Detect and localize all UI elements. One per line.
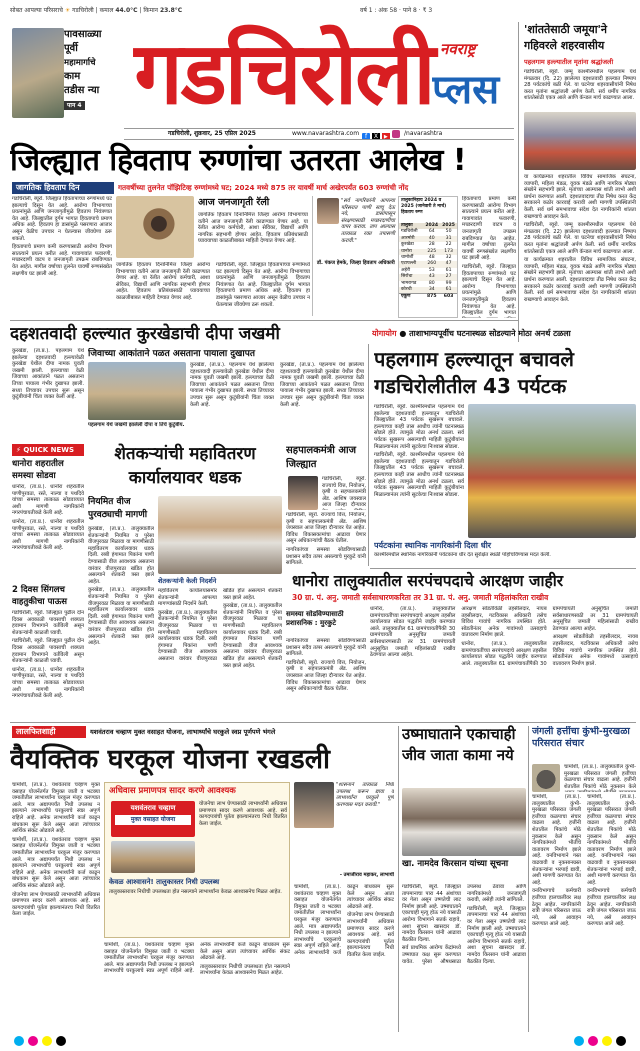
gharkul-box-body: योजनेचा लाभ घेण्यासाठी लाभार्थ्यांनी अधिवास प्रमाणपत्र सादर करणे आवश्यक आहे. सर्व कागदपत्रांची पूर्तता झाल्यानंतरच निधी वितरित केला जाईल. <box>199 801 287 827</box>
mahavitaran-subhead: नियमित वीज पुरवठ्याची मागणी <box>88 497 148 520</box>
sarpanch-body: धानोरा, (ता.प्र.). तालुक्यातील ग्रामपंचायतींच्या सरपंचपदाचे आरक्षण तहसील कार्यालयात सोडत पद्धतीने जाहीर करण्यात आले. तालुक्यातील 61 ग्रामपंचायतींपैकी 30 ग्रामपंचायती अनुसूचित जमाती सर्वसाधारणसाठी तर 31 ग्रामपंचायती अनुसूचित जमाती महिलांसाठी राखीव ठेवण्यात आल्या आहेत. आरक्षण सोडतीवेळी तहसीलदार, नायब तहसीलदार, गटविकास अधिकारी तसेच विविध गावांचे नागरिक उपस्थित होते. सोडतीनंतर अनेक गावांमध्ये उत्साहाचे वातावरण निर्माण झाले. धानोरा, (ता.प्र.). तालुक्यातील ग्रामपंचायतींच्या सरपंचपदाचे आरक्षण तहसील कार्यालयात सोडत पद्धतीने जाहीर करण्यात आले. तालुक्यातील 61 ग्रामपंचायतींपैकी 30 ग्रामपंचायती अनुसूचित जमाती सर्वसाधारणसाठी तर 31 ग्रामपंचायती अनुसूचित जमाती महिलांसाठी राखीव ठेवण्यात आल्या आहेत. आरक्षण सोडतीवेळी तहसीलदार, नायब तहसीलदार, गटविकास अधिकारी तसेच विविध गावांचे नागरिक उपस्थित होते. सोडतीनंतर अनेक गावांमध्ये उत्साहाचे वातावरण निर्माण झाले. <box>370 606 638 667</box>
dateline-bar <box>124 128 514 140</box>
brand-top: नवराष्ट्र <box>440 40 476 58</box>
quick-news-label: ⚡ QUICK NEWS <box>12 444 84 456</box>
right-body-2: या कार्यक्रमात शहरातील विविध सामाजिक संघटना, व्यापारी, महिला मंडळ, युवक मंडळे आणि नागरिक मोठ्या संख्येने सहभागी झाले. मृतांच्या आत्म्यास शांती लाभो अशी प्रार्थना करण्यात आली. दहशतवादाचा तीव्र निषेध करत केंद्र सरकारने कठोर कारवाई करावी अशी मागणी उपस्थितांनी केली. सर्व धर्म समभावाचा संदेश देत नागरिकांनी शांतता राखण्याचे आवाहन केले. गडचिरोली, ब्यूरो. जम्मू काश्मीरमधील पहलगाम येथे मंगळवार (दि. 22) झालेल्या दहशतवादी हल्ल्यात निष्पाप 28 पर्यटकांचे बळी गेले. या घटनेचा शहरवासीयांनी निषेध करत मृतांना श्रद्धांजली अर्पण केली. सर्व धर्मीय नागरिक शांततेसाठी एकत्र आले आणि कॅन्डल मार्च काढण्यात आला. या कार्यक्रमात शहरातील विविध सामाजिक संघटना, व्यापारी, महिला मंडळ, युवक मंडळे आणि नागरिक मोठ्या संख्येने सहभागी झाले. मृतांच्या आत्म्यास शांती लाभो अशी प्रार्थना करण्यात आली. दहशतवादाचा तीव्र निषेध करत केंद्र सरकारने कठोर कारवाई करावी अशी मागणी उपस्थितांनी केली. सर्व धर्म समभावाचा संदेश देत नागरिकांनी शांतता राखण्याचे आवाहन केले. <box>524 174 636 303</box>
elephant-photo <box>532 764 560 792</box>
registration-mark <box>14 1036 24 1046</box>
pahalgam-headline: पहलगाम हल्ल्यातून बचावले गडचिरोलीतील 43 पर्यटक <box>374 347 574 398</box>
lead-headline: जिल्ह्यात हिवताप रुग्णांचा उतरता आलेख ! <box>10 143 467 178</box>
weather-label: सोबत आपल्या परिसराचे <box>10 7 63 14</box>
quick-item2-body: गडचिरोली, ब्यूरो. जिल्ह्यात पुढील दोन दिवस अवकाळी पावसाची शक्यता हवामान विभागाने वर्तविली असून शेतकऱ्यांनी काळजी घ्यावी. गडचिरोली, ब्यूरो. जिल्ह्यात पुढील दोन दिवस अवकाळी पावसाची शक्यता हवामान विभागाने वर्तविली असून शेतकऱ्यांनी काळजी घ्यावी. धानोरा, (ता.प्र.). धानोरा शहरातील पाणीपुरवठा, रस्ते, नाल्या व पथदिवे यांच्या समस्या तात्काळ सोडवाव्यात अशी मागणी नागरिकांनी नगरपंचायतीकडे केली आहे. <box>12 610 84 700</box>
yogayog-tag: योगायोग ● ताशाभाग्यपूर्वीच घटनास्थळ सोडल्याने मोठा अनर्थ टळला <box>372 329 571 338</box>
lead-quote-box <box>312 196 396 316</box>
registration-mark <box>574 1036 584 1046</box>
registration-mark <box>588 1036 598 1046</box>
brand-bottom: प्लस <box>432 67 500 113</box>
x-icon[interactable]: X <box>373 133 378 140</box>
terror-body-2: कुरखेडा, (ता.प्र.). पहलगाम येथे झालेल्या दहशतवादी हल्ल्यावेळी कुरखेडा येथील दीपा नामक युवती जखमी झाली. हल्ल्याच्या वेळी जिवाच्या आकांताने पळत असताना तिच्या पायाला गंभीर दुखापत झाली. सध्या तिच्यावर उपचार सुरू असून कुटुंबीयांनी चिंता व्यक्त केली आहे. कुरखेडा, (ता.प्र.). पहलगाम येथे झालेल्या दहशतवादी हल्ल्यावेळी कुरखेडा येथील दीपा नामक युवती जखमी झाली. हल्ल्याच्या वेळी जिवाच्या आकांताने पळत असताना तिच्या पायाला गंभीर दुखापत झाली. सध्या तिच्यावर उपचार सुरू असून कुटुंबीयांनी चिंता व्यक्त केली आहे. <box>190 362 364 408</box>
mahavitaran-caption: शेतकऱ्यांनी केली निदर्शने <box>158 577 217 585</box>
registration-mark <box>42 1036 52 1046</box>
gharkul-quote: "शासनाने तात्काळ निधी उपलब्ध करून द्यावा व लाभार्थ्यांना घरकुले पूर्ण करण्यास मदत करावी." <box>336 782 394 808</box>
quick-item1-body: धानोरा, (ता.प्र.). धानोरा शहरातील पाणीपुरवठा, रस्ते, नाल्या व पथदिवे यांच्या समस्या तात्काळ सोडवाव्यात अशी मागणी नागरिकांनी नगरपंचायतीकडे केली आहे. धानोरा, (ता.प्र.). धानोरा शहरातील पाणीपुरवठा, रस्ते, नाल्या व पथदिवे यांच्या समस्या तात्काळ सोडवाव्यात अशी मागणी नागरिकांनी नगरपंचायतीकडे केली आहे. <box>12 484 84 552</box>
minister-photo <box>288 476 318 510</box>
website[interactable]: www.navarashtra.com <box>292 130 360 137</box>
sarpanch-top-rule <box>370 568 636 569</box>
right-headline: गहिवरले शहरवासीय <box>524 39 605 52</box>
terror-caption: पहलगाम येथे जखमी झालेली दीपा व तिचे कुटुंबीय. <box>88 422 185 428</box>
table-row: कुरखेडा 28 22 <box>401 242 452 248</box>
masthead-promo-photo <box>12 28 64 118</box>
mahavitaran-body-2: महावितरण कार्यालयासमोर शेतकऱ्यांनी आपल्या मागण्यांसाठी निदर्शने केली. कुरखेडा, (ता.प्र.). तालुक्यातील शेतकऱ्यांनी नियमित व पुरेसा वीजपुरवठा मिळावा या मागणीसाठी महावितरण कार्यालयावर धडक दिली. रब्बी हंगामात पिकांना पाणी देण्यासाठी वीज आवश्यक असताना वारंवार वीजपुरवठा खंडित होत असल्याने शेतकरी त्रस्त झाले आहेत. कुरखेडा, (ता.प्र.). तालुक्यातील शेतकऱ्यांनी नियमित व पुरेसा वीजपुरवठा मिळावा या मागणीसाठी महावितरण कार्यालयावर धडक दिली. रब्बी हंगामात पिकांना पाणी देण्यासाठी वीज आवश्यक असताना वारंवार वीजपुरवठा खंडित होत असल्याने शेतकरी त्रस्त झाले आहेत. <box>158 588 282 669</box>
lead-bottom-rule <box>10 320 518 321</box>
registration-mark <box>602 1036 612 1046</box>
lead-side-body: हिवतापाचे प्रमाण कमी करण्यासाठी आरोग्य विभाग सातत्याने प्रयत्न करीत आहे. गावागावांत फवारणी, मच्छरदाणी वाटप व जनजागृती उपक्रम राबविण्यात येत आहेत. मागील वर्षाच्या तुलनेत यावर्षी रुग्णसंख्येत लक्षणीय घट झाली आहे. गडचिरोली, ब्यूरो. जिल्ह्यात हिवतापाच्या रुग्णांमध्ये घट झाल्याचे दिसून येत आहे. आरोग्य विभागाच्या प्रयत्नांमुळे आणि जनजागृतीमुळे हिवताप नियंत्रणात येत आहे. जिल्ह्यातील दुर्गम भागात <box>462 196 516 317</box>
issue-info: वर्ष 1 : अंक 58 · पाने 8 · ₹ 3 <box>360 7 433 14</box>
elephant-body-2: चामोर्शी, (ता.प्र.). तालुक्यातील कुंभी-मुरखळा परिसरात जंगली हत्तींच्या कळपाचा संचार वाढला आहे. हत्तींनी शेतातील पिकांचे मोठे नुकसान केले असून नागरिकांमध्ये भीतीचे वातावरण निर्माण झाले आहे. वनविभागाने गस्त वाढवावी व नुकसानग्रस्त शेतकऱ्यांना भरपाई द्यावी, अशी मागणी करण्यात येत आहे. वनविभागाचे कर्मचारी हत्तींच्या हालचालींवर लक्ष ठेवून आहेत. नागरिकांनी रात्री जंगल परिसरात जाऊ नये, असे आवाहन करण्यात आले आहे. चामोर्शी, (ता.प्र.). तालुक्यातील कुंभी-मुरखळा परिसरात जंगली हत्तींच्या कळपाचा संचार वाढला आहे. हत्तींनी शेतातील पिकांचे मोठे नुकसान केले असून नागरिकांमध्ये भीतीचे वातावरण निर्माण झाले आहे. वनविभागाने गस्त वाढवावी व नुकसानग्रस्त शेतकऱ्यांना भरपाई द्यावी, अशी मागणी करण्यात येत आहे. वनविभागाचे कर्मचारी हत्तींच्या हालचालींवर लक्ष ठेवून आहेत. नागरिकांनी रात्री जंगल परिसरात जाऊ नये, असे आवाहन करण्यात आले आहे. <box>532 794 636 928</box>
heat-divider <box>398 726 399 1032</box>
min-temp: 23.8°C <box>159 7 183 14</box>
table-row: गडचिरोली 64 50 <box>401 229 452 235</box>
gharkul-body: चामोर्शी, (ता.प्र.). यशवंतराव चव्हाण मुक्त वसाहत योजनेंतर्गत विमुक्त जाती व भटक्या जमातीतील लाभार्थ्यांना घरकुल मंजूर करण्यात आले. मात्र अद्यापपर्यंत निधी उपलब्ध न झाल्याने लाभार्थ्यांचे घरकुलाचे स्वप्न अपूर्ण राहिले आहे. अनेक लाभार्थ्यांनी कर्ज काढून बांधकाम सुरू केले असून आता त्यांच्यावर आर्थिक संकट ओढवले आहे. चामोर्शी, (ता.प्र.). यशवंतराव चव्हाण मुक्त वसाहत योजनेंतर्गत विमुक्त जाती व भटक्या जमातीतील लाभार्थ्यांना घरकुल मंजूर करण्यात आले. मात्र अद्यापपर्यंत निधी उपलब्ध न झाल्याने लाभार्थ्यांचे घरकुलाचे स्वप्न अपूर्ण राहिले आहे. अनेक लाभार्थ्यांनी कर्ज काढून बांधकाम सुरू केले असून आता त्यांच्यावर आर्थिक संकट ओढवले आहे. योजनेचा लाभ घेण्यासाठी लाभार्थ्यांनी अधिवास प्रमाणपत्र सादर करणे आवश्यक आहे. सर्व कागदपत्रांची पूर्तता झाल्यानंतरच निधी वितरित केला जाईल. <box>12 782 100 918</box>
pahalgam-caption: पर्यटकांना स्थानिक नागरिकांनी दिला धीर <box>374 541 492 550</box>
instagram-icon[interactable] <box>392 130 400 138</box>
gharkul-kicker: लालफितशाही <box>12 726 86 738</box>
terror-body: कुरखेडा, (ता.प्र.). पहलगाम येथे झालेल्या दहशतवादी हल्ल्यावेळी कुरखेडा येथील दीपा नामक युवती जखमी झाली. हल्ल्याच्या वेळी जिवाच्या आकांताने पळत असताना तिच्या पायाला गंभीर दुखापत झाली. सध्या तिच्यावर उपचार सुरू असून कुटुंबीयांनी चिंता व्यक्त केली आहे. <box>12 348 84 401</box>
minister-subhead: समस्या सोडविण्यासाठी प्रशासनिक : मुरकुटे <box>286 610 344 627</box>
right-top-photo <box>524 112 636 170</box>
malaria-table-box <box>398 196 458 318</box>
pahalgam-body: गडचिरोली, ब्यूरो. काश्मीरमधील पहलगाम येथे झालेल्या दहशतवादी हल्ल्यातून गडचिरोली जिल्ह्यातील 43 पर्यटक सुखरूप बचावले. हल्ल्याच्या काही तास आधीच त्यांनी घटनास्थळ सोडले होते. त्यामुळे मोठा अनर्थ टळला. सर्व पर्यटक सुखरूप असल्याची माहिती कुटुंबीयांना मिळाल्यानंतर त्यांनी सुटकेचा निःश्वास सोडला. गडचिरोली, ब्यूरो. काश्मीरमधील पहलगाम येथे झालेल्या दहशतवादी हल्ल्यातून गडचिरोली जिल्ह्यातील 43 पर्यटक सुखरूप बचावले. हल्ल्याच्या काही तास आधीच त्यांनी घटनास्थळ सोडले होते. त्यामुळे मोठा अनर्थ टळला. सर्व पर्यटक सुखरूप असल्याची माहिती कुटुंबीयांना मिळाल्यानंतर त्यांनी सुटकेचा निःश्वास सोडला. <box>374 404 464 498</box>
table-row: सिरोंचा 43 27 <box>399 274 457 280</box>
officer-photo <box>317 198 339 224</box>
masthead-promo: पावसाळ्या पूर्वी महामार्गाचे काम तडीस न्या पान 4 <box>64 29 102 109</box>
gharkul-quote-by: - उमाजीराव महाकर, लाभार्थी <box>339 872 394 878</box>
table-row: भामरागड 80 99 <box>401 280 452 286</box>
right-column-divider <box>518 22 519 342</box>
gharkul-kicker2: यशवंतराव चव्हाण मुक्त वसाहत योजना, लाभार्थ्यांचे घरकुले स्वप्न पूर्णपणे भंगले <box>90 728 276 736</box>
minister-body-2: गडचिरोली, ब्यूरो. राज्याचे वित्त, नियोजन, कृषी व सहपालकमंत्री ॲड. आशिष जयस्वाल आज जिल्हा दौऱ्यावर येत आहेत. विविध विकासकामांचा आढावा घेणार असून अधिकाऱ्यांची बैठक घेतील. नागरिकांच्या समस्या सोडविण्यासाठी प्रशासन सदैव तत्पर असल्याचे मुरकुटे यांनी सांगितले. <box>286 512 366 567</box>
table-header-row: तालुका 2024 2025 <box>399 223 457 229</box>
beneficiary-photo <box>294 782 334 828</box>
right-kicker: 'शांततेसाठी जमूया'ने <box>524 23 608 36</box>
sarpanch-strap: 30 ग्रा. पं. अनु. जमाती सर्वसाधारणकरिता तर 31 ग्रा. पं. अनु. जमाती महिलांकरिता राखीव <box>292 593 549 602</box>
registration-mark <box>616 1036 626 1046</box>
youtube-icon[interactable]: ▶ <box>382 133 390 140</box>
bottom-section-rule <box>10 722 636 723</box>
house-photo <box>111 841 195 873</box>
gharkul-body-3: चामोर्शी, (ता.प्र.). यशवंतराव चव्हाण मुक्त वसाहत योजनेंतर्गत विमुक्त जाती व भटक्या जमातीतील लाभार्थ्यांना घरकुल मंजूर करण्यात आले. मात्र अद्यापपर्यंत निधी उपलब्ध न झाल्याने लाभार्थ्यांचे घरकुलाचे स्वप्न अपूर्ण राहिले आहे. अनेक लाभार्थ्यांनी कर्ज काढून बांधकाम सुरू केले असून आता त्यांच्यावर आर्थिक संकट ओढवले आहे. योजनेचा लाभ घेण्यासाठी लाभार्थ्यांनी अधिवास प्रमाणपत्र सादर करणे आवश्यक आहे. सर्व कागदपत्रांची पूर्तता झाल्यानंतरच निधी वितरित केला जाईल. <box>294 884 394 958</box>
mosquito-photo <box>116 196 194 258</box>
table-row: एटापल्ली 260 47 <box>399 261 457 267</box>
dateline: गडचिरोली, शुक्रवार, 25 एप्रिल 2025 <box>168 130 256 137</box>
mid-column-divider <box>368 344 369 566</box>
masthead-title: गडचिरोली <box>134 23 434 124</box>
terror-subhead: जिवाच्या आकांताने पळत असताना पायाला दुखापत <box>88 349 255 359</box>
mahavitaran-body: कुरखेडा, (ता.प्र.). तालुक्यातील शेतकऱ्यांनी नियमित व पुरेसा वीजपुरवठा मिळावा या मागणीसाठी महावितरण कार्यालयावर धडक दिली. रब्बी हंगामात पिकांना पाणी देण्यासाठी वीज आवश्यक असताना वारंवार वीजपुरवठा खंडित होत असल्याने शेतकरी त्रस्त झाले आहेत. कुरखेडा, (ता.प्र.). तालुक्यातील शेतकऱ्यांनी नियमित व पुरेसा वीजपुरवठा मिळावा या मागणीसाठी महावितरण कार्यालयावर धडक दिली. रब्बी हंगामात पिकांना पाणी देण्यासाठी वीज आवश्यक असताना वारंवार वीजपुरवठा खंडित होत असल्याने शेतकरी त्रस्त झाले आहेत. <box>88 526 154 647</box>
price-label: ₹ 3 <box>422 7 433 14</box>
pahalgam-caption-sub: काश्मीरमधील स्थानिक नागरिकांनी पर्यटकांना धीर देत सुरक्षित स्थळी पोहोचविण्यास मदत केली. <box>374 552 551 558</box>
gharkul-box-sub-body: तालुकास्तरावर निधीची उपलब्धता होत नसल्याने लाभार्थ्यांना केवळ आश्वासनेच मिळत आहेत. <box>109 889 282 895</box>
heat-photo-caption: खा. नामदेव किरसान यांच्या सूचना <box>402 859 509 869</box>
lead-strap: गतवर्षीच्या तुलनेत पॉझिटिव्ह रुग्णांमध्ये घट; 2024 मध्ये 875 तर यावर्षी मार्च अखेरपर्यंत 603 रुग्णांची नोंद <box>118 183 409 192</box>
table-row: कोरची 34 61 <box>399 287 457 294</box>
heat-body: गडचिरोली, ब्यूरो. जिल्ह्यात तापमानाचा पारा 44 अंशांच्या वर गेला असून उष्णतेची लाट निर्माण झाली आहे. उष्माघाताने एकाचाही मृत्यू होऊ नये यासाठी आरोग्य विभागाने सतर्क राहावे, अशा सूचना खासदार डॉ. नामदेव किरसान यांनी आढावा बैठकीत दिल्या. सर्व प्राथमिक आरोग्य केंद्रांमध्ये उष्माघात कक्ष सुरू करण्यात यावेत. पुरेसा औषधसाठा उपलब्ध ठेवावा आणि नागरिकांमध्ये जनजागृती करावी, असेही त्यांनी सांगितले. गडचिरोली, ब्यूरो. जिल्ह्यात तापमानाचा पारा 44 अंशांच्या वर गेला असून उष्णतेची लाट निर्माण झाली आहे. उष्माघाताने एकाचाही मृत्यू होऊ नये यासाठी आरोग्य विभागाने सतर्क राहावे, अशा सूचना खासदार डॉ. नामदेव किरसान यांनी आढावा बैठकीत दिल्या. <box>402 884 526 965</box>
mahavitaran-photo <box>158 496 282 574</box>
quick-item2-head: 2 दिवस सिंगलच वाहतुकीचा पाऊस <box>12 585 68 607</box>
lead-lower-body: जागतिक हिवताप दिनानिमित्त जिल्हा आरोग्य विभागाच्या वतीने आज जनजागृती रॅली काढण्यात येणार आहे. या रॅलीत आरोग्य कर्मचारी, आशा सेविका, विद्यार्थी आणि नागरिक सहभागी होणार आहेत. हिवताप प्रतिबंधासाठी घ्यावयाच्या काळजीबाबत माहिती देण्यात येणार आहे. गडचिरोली, ब्यूरो. जिल्ह्यात हिवतापाच्या रुग्णांमध्ये घट झाल्याचे दिसून येत आहे. आरोग्य विभागाच्या प्रयत्नांमुळे आणि जनजागृतीमुळे हिवताप नियंत्रणात येत आहे. जिल्ह्यातील दुर्गम भागात हिवतापाचे प्रमाण अधिक आहे. हिवताप हा डासांमुळे पसरणारा आजार असून वेळीच उपचार न घेतल्यास जीवघेणा ठरू शकतो. <box>116 262 310 308</box>
lead-body: गडचिरोली, ब्यूरो. जिल्ह्यात हिवतापाच्या रुग्णांमध्ये घट झाल्याचे दिसून येत आहे. आरोग्य विभागाच्या प्रयत्नांमुळे आणि जनजागृतीमुळे हिवताप नियंत्रणात येत आहे. जिल्ह्यातील दुर्गम भागात हिवतापाचे प्रमाण अधिक आहे. हिवताप हा डासांमुळे पसरणारा आजार असून वेळीच उपचार न घेतल्यास जीवघेणा ठरू शकतो. हिवतापाचे प्रमाण कमी करण्यासाठी आरोग्य विभाग सातत्याने प्रयत्न करीत आहे. गावागावांत फवारणी, मच्छरदाणी वाटप व जनजागृती उपक्रम राबविण्यात येत आहेत. मागील वर्षाच्या तुलनेत यावर्षी रुग्णसंख्येत लक्षणीय घट झाली आहे. <box>12 196 112 277</box>
lead-sub-body: जागतिक हिवताप दिनानिमित्त जिल्हा आरोग्य विभागाच्या वतीने आज जनजागृती रॅली काढण्यात येणार आहे. या रॅलीत आरोग्य कर्मचारी, आशा सेविका, विद्यार्थी आणि नागरिक सहभागी होणार आहेत. हिवताप प्रतिबंधासाठी घ्यावयाच्या काळजीबाबत माहिती देण्यात येणार आहे. <box>198 212 308 245</box>
registration-mark <box>56 1036 66 1046</box>
table-row: अहेरी 53 61 <box>401 267 452 273</box>
malaria-table-body <box>399 229 457 294</box>
gharkul-headline: वैयक्तिक घरकूल योजना रखडली <box>10 744 331 775</box>
volume-label: वर्ष 1 : अंक 58 <box>360 7 398 14</box>
weather-strip: सोबत आपल्या परिसराचे ☀ गडचिरोली | कमाल 44.0°C | किमान 23.8°C <box>10 7 183 14</box>
gharkul-box-sub: केवळ आश्वासने! तालुकास्तर निधी उपलब्ध <box>109 878 220 886</box>
bolt-icon: ⚡ <box>16 446 21 454</box>
sun-icon: ☀ <box>64 7 71 14</box>
social-icons <box>362 130 400 138</box>
minister-sub-body: नागरिकांच्या समस्या सोडविण्यासाठी प्रशासन सदैव तत्पर असल्याचे मुरकुटे यांनी सांगितले. गडचिरोली, ब्यूरो. राज्याचे वित्त, नियोजन, कृषी व सहपालकमंत्री ॲड. आशिष जयस्वाल आज जिल्हा दौऱ्यावर येत आहेत. विविध विकासकामांचा आढावा घेणार असून अधिकाऱ्यांची बैठक घेतील. <box>286 638 366 693</box>
elephant-body: चामोर्शी, (ता.प्र.). तालुक्यातील कुंभी-मुरखळा परिसरात जंगली हत्तींच्या कळपाचा संचार वाढला आहे. हत्तींनी शेतातील पिकांचे मोठे नुकसान केले <box>564 764 636 790</box>
table-total-row: एकूण 875 603 <box>399 294 457 301</box>
lead-quote: "सर्व नागरिकांनी आपल्या परिसरात पाणी साचू देऊ नये, डासांपासून संरक्षणासाठी मच्छरदाणीचा वापर करावा. ताप आल्यास तात्काळ रक्त तपासणी करावी." <box>341 198 395 244</box>
social-handle[interactable]: /navarashtra <box>404 130 443 137</box>
terror-photo <box>88 362 186 420</box>
yojana-logo: यशवंतराव चव्हाण मुक्त वसाहत योजना <box>111 801 195 837</box>
terror-headline: दहशतवादी हल्ल्यात कुरखेडाची दीपा जखमी <box>10 324 280 344</box>
gharkul-box-head: अधिवास प्रमाणपत्र सादर करणे आवश्यक <box>109 786 236 796</box>
mahavitaran-headline: शेतकऱ्यांची महावितरण कार्यालयावर धडक <box>114 444 256 488</box>
heat-photo <box>402 788 526 856</box>
heat-headline: उष्माघाताने एकाचाही जीव जाता कामा नये <box>402 725 516 764</box>
max-temp: 44.0°C <box>115 7 138 14</box>
facebook-icon[interactable]: f <box>362 133 370 140</box>
elephant-divider <box>528 726 529 1032</box>
gharkul-box <box>104 782 290 938</box>
gharkul-body-2: चामोर्शी, (ता.प्र.). यशवंतराव चव्हाण मुक्त वसाहत योजनेंतर्गत विमुक्त जाती व भटक्या जमातीतील लाभार्थ्यांना घरकुल मंजूर करण्यात आले. मात्र अद्यापपर्यंत निधी उपलब्ध न झाल्याने लाभार्थ्यांचे घरकुलाचे स्वप्न अपूर्ण राहिले आहे. अनेक लाभार्थ्यांनी कर्ज काढून बांधकाम सुरू केले असून आता त्यांच्यावर आर्थिक संकट ओढवले आहे. तालुकास्तरावर निधीची उपलब्धता होत नसल्याने लाभार्थ्यांना केवळ आश्वासनेच मिळत आहेत. <box>104 942 290 977</box>
table-row: चामोर्शी 48 32 <box>401 255 452 261</box>
right-body: गडचिरोली, ब्यूरो. जम्मू काश्मीरमधील पहलगाम येथे मंगळवार (दि. 22) झालेल्या दहशतवादी हल्ल्यात निष्पाप 28 पर्यटकांचे बळी गेले. या घटनेचा शहरवासीयांनी निषेध करत मृतांना श्रद्धांजली अर्पण केली. सर्व धर्मीय नागरिक शांततेसाठी एकत्र आले आणि कॅन्डल मार्च काढण्यात आला. <box>524 69 636 102</box>
pahalgam-photo <box>468 404 636 538</box>
weather-city: गडचिरोली <box>72 7 94 14</box>
minister-headline: सहपालकमंत्री आज जिल्ह्यात <box>286 445 357 470</box>
lead-subhead: आज जनजागृती रॅली <box>198 197 270 208</box>
bullet-icon: ● <box>399 329 407 338</box>
elephant-headline: जंगली हत्तींचा कुंभी-मुरखळा परिसरात संचार <box>532 726 630 749</box>
table-row: धानोरा 225 173 <box>399 249 457 255</box>
registration-mark <box>28 1036 38 1046</box>
right-sub: पहलगाम हल्ल्यातील मृतांना श्रद्धांजली <box>524 58 614 66</box>
sarpanch-headline-text: धानोरा तालुक्यातील सरपंचपदाचे आरक्षण जाहीर <box>292 572 564 590</box>
lead-quote-by: डॉ. पंकज हेमके, जिल्हा हिवताप अधिकारी <box>317 260 395 266</box>
quick-item1-head: धानोरा शहरातील समस्या सोडवा <box>12 459 64 481</box>
malaria-table-title: तालुकानिहाय 2024 व 2025 (जानेवारी ते मार्च) हिवताप रुग्ण <box>401 198 447 215</box>
minister-body: गडचिरोली, ब्यूरो. राज्याचे वित्त, नियोजन, कृषी व सहपालकमंत्री ॲड. आशिष जयस्वाल आज जिल्हा दौऱ्यावर <box>322 476 366 509</box>
lead-kicker: जागतिक हिवताप दिन <box>12 182 114 194</box>
table-row: आरमोरी 40 31 <box>399 236 457 242</box>
pages-label: पाने 8 <box>402 7 417 14</box>
malaria-table <box>399 223 457 301</box>
